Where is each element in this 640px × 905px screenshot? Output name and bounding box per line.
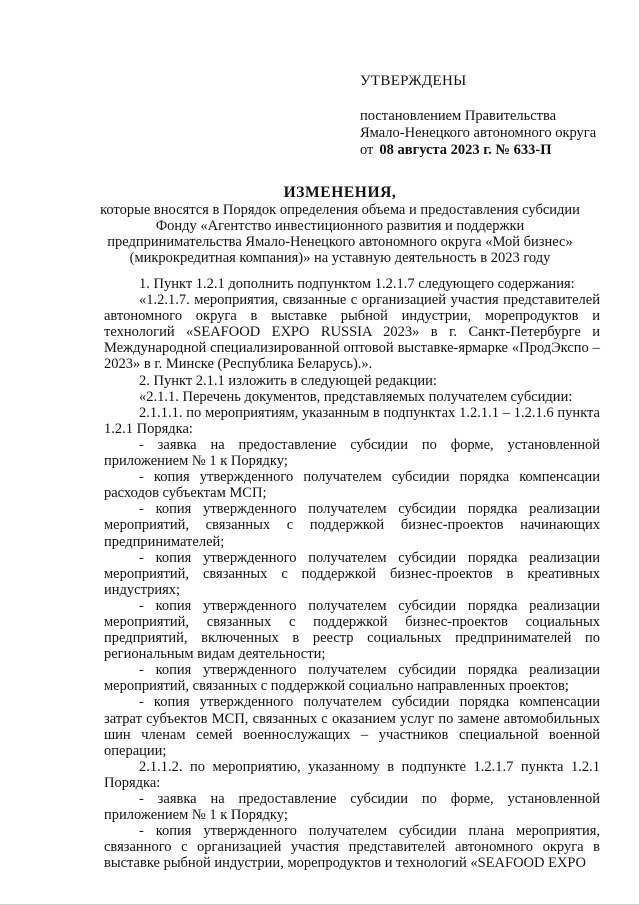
paragraph: 1. Пункт 1.2.1 дополнить подпунктом 1.2.1.7 следующего содержания: xyxy=(139,276,575,292)
approval-block xyxy=(360,73,596,159)
title-line-4: (микрокредитная компания)» на уставную деятельность в 2023 году xyxy=(129,250,551,266)
document-title xyxy=(96,184,584,202)
title-line-2: Фонду «Агентство инвестиционного развития и поддержки xyxy=(155,218,525,234)
approval-date-prefix: от xyxy=(360,142,374,158)
title-line-1: которые вносятся в Порядок определения объема и предоставления субсидии xyxy=(100,202,580,218)
paragraph: 2.1.1.2. по мероприятию, указанному в подпункте 1.2.1.7 пункта 1.2.1 Порядка: xyxy=(104,758,600,791)
paragraph: «2.1.1. Перечень документов, представляемых получателем субсидии: xyxy=(139,388,573,405)
list-item: - копия утвержденного получателем субсидии порядка реализации мероприятий, связанных с поддержкой бизнес-проектов социальных предприятий, включенных в реестр социальных предпринимателей по региональным видам деятельности; xyxy=(104,597,600,663)
list-item: - копия утвержденного получателем субсидии плана мероприятия, связанного с организацией участия представителей автономного округа в выставке рыбной индустрии, морепродуктов и технологий «SEAFOOD EXPO xyxy=(104,823,600,872)
paragraph: «1.2.1.7. мероприятия, связанные с организацией участия представителей автономного округа в выставке рыбной индустрии, морепродуктов и технологий «SEAFOOD EXPO RUSSIA 2023» в г. Санкт-Петербурге и Международной специализированной оптовой выставке-ярмарке «ПродЭкспо – 2023» в г. Минске (Республика Беларусь).». xyxy=(104,292,600,373)
approval-line-2: Ямало-Ненецкого автономного округа xyxy=(360,125,597,141)
list-item: - заявка на предоставление субсидии по форме, установленной приложением № 1 к Порядку; xyxy=(104,791,600,824)
title-line-3: предпринимательства Ямало-Ненецкого автономного округа «Мой бизнес» xyxy=(107,234,573,250)
document-title-block xyxy=(96,184,584,266)
paragraph: 2. Пункт 2.1.1 изложить в следующей редакции: xyxy=(139,372,437,389)
paragraph: 2.1.1.1. по мероприятиям, указанным в подпунктах 1.2.1.1 – 1.2.1.6 пункта 1.2.1 Порядка: xyxy=(104,404,600,437)
list-item: - копия утвержденного получателем субсидии порядка реализации мероприятий, связанных с поддержкой социально направленных проектов; xyxy=(104,662,600,695)
list-item: - копия утвержденного получателем субсидии порядка компенсации затрат субъектов МСП, связанных с оказанием услуг по замене автомобильных шин членам семей военнослужащих – участников специальной военной операции; xyxy=(104,694,600,759)
list-item: - копия утвержденного получателем субсидии порядка реализации мероприятий, связанных с поддержкой бизнес-проектов начинающих предпринимателей; xyxy=(104,501,600,550)
approval-date xyxy=(360,142,596,159)
list-item: - копия утвержденного получателем субсидии порядка реализации мероприятий, связанных с поддержкой бизнес-проектов в креативных индустриях; xyxy=(104,549,600,598)
document-title-text: ИЗМЕНЕНИЯ xyxy=(283,184,392,201)
document-title-comma: , xyxy=(391,184,397,201)
list-item: - заявка на предоставление субсидии по форме, установленной приложением № 1 к Порядку; xyxy=(104,436,600,470)
document-body xyxy=(104,276,600,871)
approval-date-value: 08 августа 2023 г. № 633-П xyxy=(379,142,552,158)
approval-heading: УТВЕРЖДЕНЫ xyxy=(360,73,467,89)
approval-line-1: постановлением Правительства xyxy=(360,108,557,124)
list-item: - копия утвержденного получателем субсидии порядка компенсации расходов субъектам МСП; xyxy=(104,469,600,502)
